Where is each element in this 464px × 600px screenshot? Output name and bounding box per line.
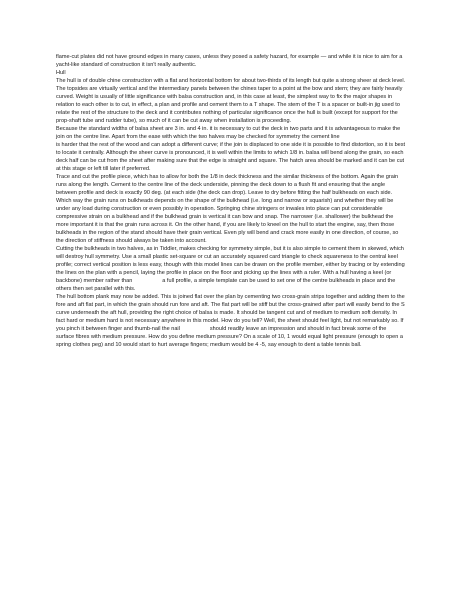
paragraph-bottom-plank [56,293,406,349]
paragraph-bottom-plank-text: The hull bottom plank may now be added. This is joined flat over the plan by cementing two cross-grain strips together and adding them to the fore and aft flat part, in which the grain should run fore and aft. The flat part will be stiff but the cross-grained after part will easily bend to the S curve underneath the aft hull, providing the right choice of balsa is made. It should be tangent cut and of medium to medium soft density. In fact hard or medium hard is not necessary anywhere in this model. How do you tell? Well, the sheet should feel light, but not remarkably so. If you pinch it between finger and thumb-nail the nail [56,294,405,332]
paragraph-deck-widths: Because the standard widths of balsa sheet are 3 in. and 4 in. it is necessary to cut the deck in two parts and it is advantageous to make the join on the centre line. Apart from the ease with which the two halves may be checked for symmetry the cement line [56,126,401,140]
paragraph-bottom-plank-continued: should readily leave an impression and should in fact break some of the surface fibres with medium pressure. How do you define medium pressure? On a scale of 10, 1 would equal light pressure (enough to open a spring clothes peg) and 10 would start to hurt average fingers; medium would be 4 -5, say enough to dent a table tennis ball. [56,326,403,348]
paragraph-intro: flame-cut plates did not have ground edges in many cases, unless they posed a safety hazard, for example — and while it is nice to aim for a yacht-like standard of construction it isn't really authentic. [56,54,403,68]
paragraph-cement-line: is harder that the rest of the wood and can adopt a different curve; if the join is displaced to one side it is possible to find distortion, so it is best to locate it centrally. Although the sheer curve is pronounced, it is well within the limits to which 1/8 in. balsa will bend along the grain, so each deck half can be cut from the sheet after making sure that the edge is straight and square. The hatch area should be marked and it can be cut at this stage or left till later if preferred. [56,142,406,172]
paragraph-bulkhead-halves [56,245,406,293]
paragraph-bulkhead-halves-continued: a full profile, a simple template can be used to set one of the centre bulkheads in place and the others then set parallel with this. [56,278,396,292]
section-heading-hull: Hull [56,70,66,76]
paragraph-bulkhead-grain: Which way the grain runs on bulkheads depends on the shape of the bulkhead (i.e. long and narrow or squarish) and whether they will be under any load during construction or even possibly in operation. Springing chine stringers or inwales into place can put considerable compressive strain on a bulkhead and if the bulkhead grain is vertical it can bow and snap. The narrower (i.e. shallower) the bulkhead the more important it is that the grain runs across it. On the other hand, if you are likely to kneel on the hull to start the engine, say, then those bulkheads in the region of the stand should have their grain vertical. Even ply will bend and crack more easily in one direction, of course, so the direction of stiffness should always be taken into account. [56,198,399,244]
paragraph-bulkhead-halves-text: Cutting the bulkheads in two halves, as in Tiddler, makes checking for symmetry simple, but it is also simple to cement them in skewed, which will destroy hull symmetry. Use a small plastic set-square or cut an accurately squared card triangle to check squareness to the central keel profile; correct vertical position is less easy, though with this model lines can be drawn on the profile member, either by tracing or by extending the lines on the plan with a pencil, laying the profile in place on the floor and picking up the lines with a ruler. With a hull having a keel (or backbone) member rather than [56,246,405,284]
paragraph-hull-construction: The hull is of double chine construction with a flat and horizontal bottom for about two-thirds of its length but quite a strong sheer at deck level. The topsides are virtually vertical and the intermediary panels between the chines taper to a point at the bow and stern; they are fairly heavily curved. Weight is usually of little significance with balsa construction and, in this case at least, the simplest way to fix the major shapes in relation to each other is to cut, in effect, a plan and profile and cement them to a T shape. The stem of the T is a spacer or built-in jig used to relate the rest of the structure to the deck and it contributes nothing of particular significance once the hull is built (except for support for the prop-shaft tube and rudder tube), so much of it can be cut away when installation is proceeding. [56,78,406,124]
document-body [56,53,406,349]
paragraph-profile-piece: Trace and cut the profile piece, which has to allow for both the 1/8 in deck thickness and the similar thickness of the bottom. Again the grain runs along the length. Cement to the centre line of the deck underside, pinning the deck down to a flush fit and ensuring that the angle between profile and deck is exactly 90 deg. (at each side (the deck can drop). Leave to dry before fitting the half bulkheads on each side. [56,174,399,196]
